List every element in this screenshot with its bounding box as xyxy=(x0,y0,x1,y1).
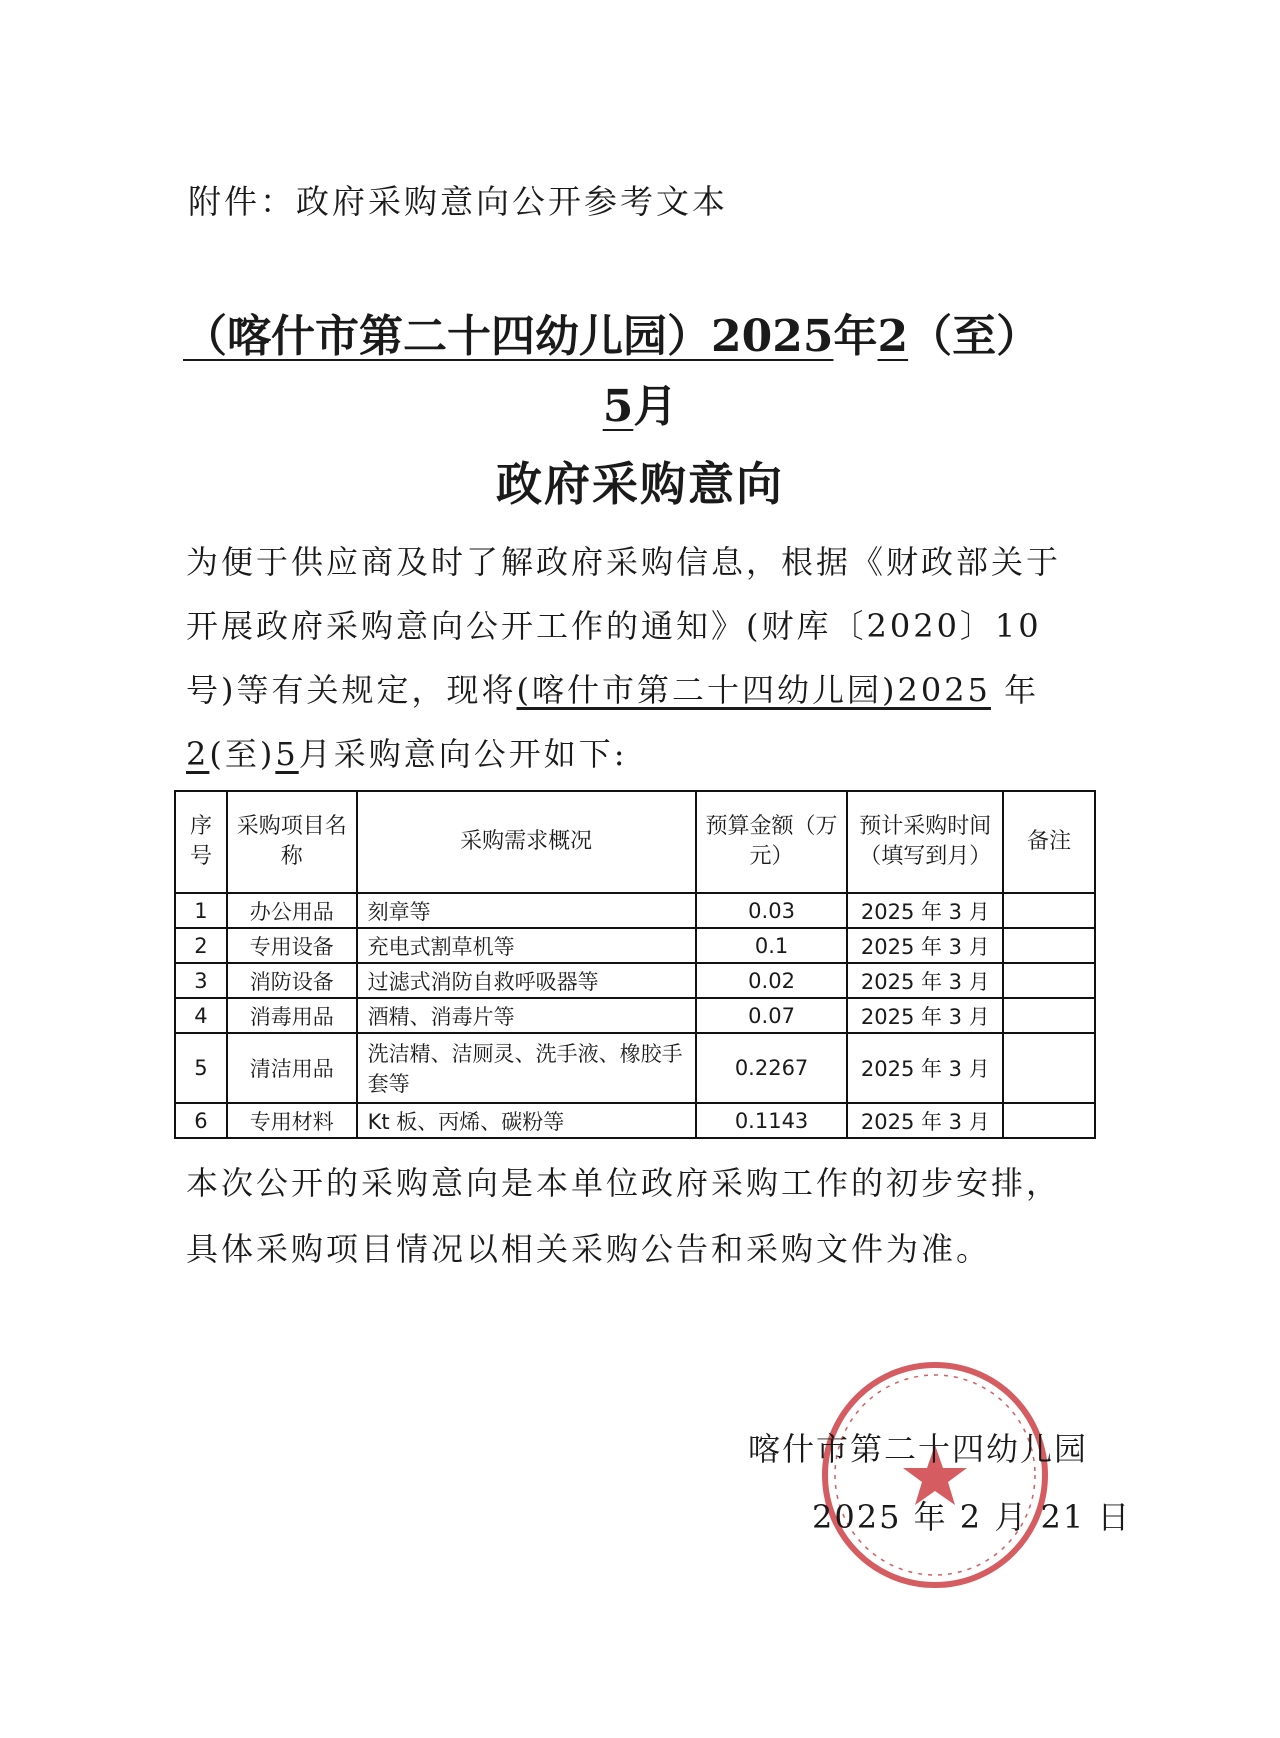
cell-seq: 3 xyxy=(175,963,227,998)
intro-part-2: 月采购意向公开如下: xyxy=(298,735,628,773)
signature-date: 2025 年 2 月 21 日 xyxy=(812,1498,1132,1536)
title-line-1 xyxy=(183,300,1083,364)
cell-summary: 充电式割草机等 xyxy=(357,928,696,963)
title-line-3: 政府采购意向 xyxy=(496,457,784,511)
cell-summary: 洗洁精、洁厕灵、洗手液、橡胶手套等 xyxy=(357,1033,696,1103)
intro-unit: (喀什市第二十四幼儿园)2025 xyxy=(516,671,991,709)
cell-time: 2025 年 3 月 xyxy=(847,1103,1003,1138)
header-note: 备注 xyxy=(1003,791,1095,893)
title-unit: （喀什市第二十四幼儿园）2025 xyxy=(183,311,834,362)
title-month-start: 2 xyxy=(877,311,909,362)
cell-note xyxy=(1003,1033,1095,1103)
intro-month-start: 2 xyxy=(186,735,210,773)
table-row xyxy=(175,893,1095,928)
header-name: 采购项目名称 xyxy=(227,791,357,893)
header-seq: 序号 xyxy=(175,791,227,893)
intro-to: (至) xyxy=(209,735,276,773)
signature-organization: 喀什市第二十四幼儿园 xyxy=(748,1430,1089,1468)
title-month-char: 月 xyxy=(633,381,678,432)
cell-time: 2025 年 3 月 xyxy=(847,928,1003,963)
cell-note xyxy=(1003,928,1095,963)
intro-part-1: 为便于供应商及时了解政府采购信息，根据《财政部关于开展政府采购意向公开工作的通知》(财库〔2020〕10号)等有关规定，现将 xyxy=(186,543,1062,709)
cell-budget: 0.1143 xyxy=(696,1103,848,1138)
cell-name: 消毒用品 xyxy=(227,998,357,1033)
cell-name: 专用材料 xyxy=(227,1103,357,1138)
cell-seq: 1 xyxy=(175,893,227,928)
cell-budget: 0.2267 xyxy=(696,1033,848,1103)
cell-time: 2025 年 3 月 xyxy=(847,998,1003,1033)
cell-note xyxy=(1003,893,1095,928)
title-year-char: 年 xyxy=(833,311,878,362)
cell-time: 2025 年 3 月 xyxy=(847,1033,1003,1103)
cell-budget: 0.03 xyxy=(696,893,848,928)
table-header-row xyxy=(175,791,1095,893)
cell-budget: 0.1 xyxy=(696,928,848,963)
cell-seq: 6 xyxy=(175,1103,227,1138)
cell-summary: Kt 板、丙烯、碳粉等 xyxy=(357,1103,696,1138)
cell-name: 办公用品 xyxy=(227,893,357,928)
title-line-2 xyxy=(0,370,1280,434)
header-summary: 采购需求概况 xyxy=(357,791,696,893)
table-row xyxy=(175,998,1095,1033)
cell-seq: 5 xyxy=(175,1033,227,1103)
title-month-end: 5 xyxy=(602,381,634,432)
cell-note xyxy=(1003,963,1095,998)
procurement-table xyxy=(174,790,1096,1139)
title-to: （至） xyxy=(908,311,1041,362)
cell-name: 专用设备 xyxy=(227,928,357,963)
intro-paragraph xyxy=(186,530,1086,786)
cell-budget: 0.02 xyxy=(696,963,848,998)
table-row xyxy=(175,1103,1095,1138)
official-seal-icon xyxy=(800,1350,1070,1600)
cell-budget: 0.07 xyxy=(696,998,848,1033)
closing-paragraph: 本次公开的采购意向是本单位政府采购工作的初步安排，具体采购项目情况以相关采购公告和采购文件为准。 xyxy=(186,1164,1062,1268)
cell-summary: 刻章等 xyxy=(357,893,696,928)
intro-year-char: 年 xyxy=(990,671,1040,709)
intro-month-end: 5 xyxy=(275,735,299,773)
cell-summary: 过滤式消防自救呼吸器等 xyxy=(357,963,696,998)
header-budget: 预算金额（万元） xyxy=(696,791,848,893)
table-row xyxy=(175,928,1095,963)
cell-name: 清洁用品 xyxy=(227,1033,357,1103)
cell-seq: 4 xyxy=(175,998,227,1033)
attachment-line: 附件：政府采购意向公开参考文本 xyxy=(188,182,728,221)
cell-name: 消防设备 xyxy=(227,963,357,998)
cell-note xyxy=(1003,998,1095,1033)
cell-time: 2025 年 3 月 xyxy=(847,963,1003,998)
cell-time: 2025 年 3 月 xyxy=(847,893,1003,928)
table-row xyxy=(175,1033,1095,1103)
cell-note xyxy=(1003,1103,1095,1138)
table-row xyxy=(175,963,1095,998)
header-time: 预计采购时间（填写到月） xyxy=(847,791,1003,893)
cell-seq: 2 xyxy=(175,928,227,963)
cell-summary: 酒精、消毒片等 xyxy=(357,998,696,1033)
